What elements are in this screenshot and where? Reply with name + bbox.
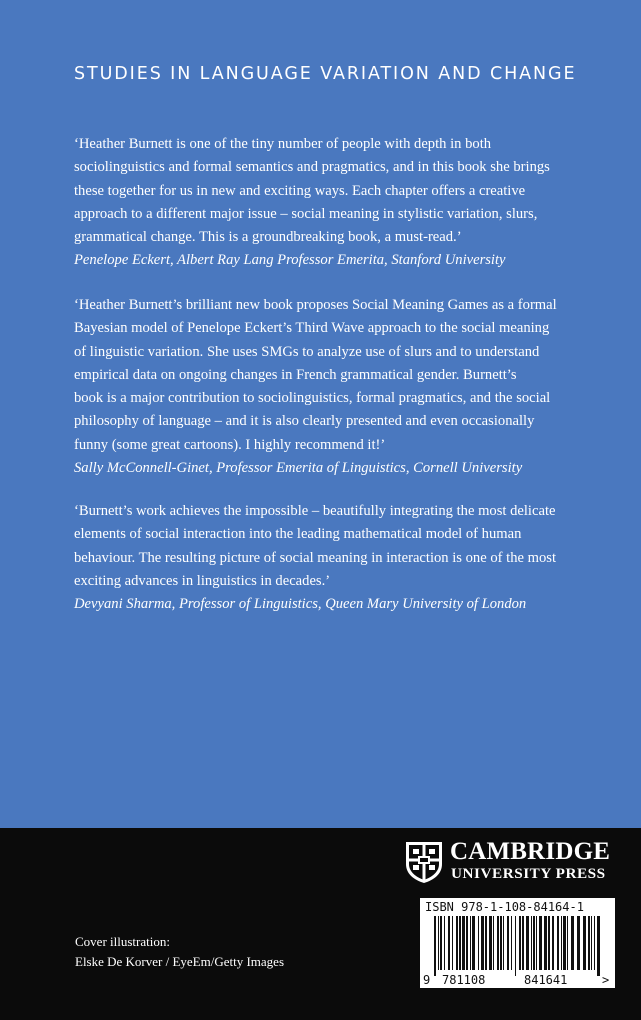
endorsement-attribution: Penelope Eckert, Albert Ray Lang Professor Emerita, Stanford University <box>74 252 506 269</box>
barcode-bar <box>444 916 445 970</box>
barcode-bar <box>456 916 458 970</box>
barcode-bar <box>434 916 436 976</box>
endorsement-attribution: Devyani Sharma, Professor of Linguistics, Queen Mary University of London <box>74 596 527 613</box>
barcode-digit-group-1: 781108 <box>442 973 486 987</box>
barcode-bar <box>485 916 487 970</box>
barcode-bar <box>552 916 554 970</box>
publisher-logo <box>404 840 616 884</box>
barcode-bar <box>459 916 461 970</box>
barcode-bar <box>557 916 559 970</box>
publisher-name: CAMBRIDGE <box>450 838 611 865</box>
barcode-bar <box>503 916 504 970</box>
barcode-bar <box>440 916 442 970</box>
barcode-bar <box>588 916 590 970</box>
endorsement-quote: ‘Heather Burnett is one of the tiny number of people with depth in both sociolinguistics and formal semantics and pragmatics, and in this book she brings these together for us in new and exciting ways. Each chapter offers a creative approach to a different major issue – social meaning in stylistic variation, slurs, grammatical change. This is a groundbreaking book, a must-read.’ <box>74 136 550 246</box>
cambridge-crest-icon <box>404 840 444 884</box>
barcode-bar <box>548 916 550 970</box>
barcode-bar <box>563 916 566 970</box>
barcode-bar <box>583 916 586 970</box>
barcode-bar <box>500 916 502 970</box>
series-title: STUDIES IN LANGUAGE VARIATION AND CHANGE <box>74 64 577 84</box>
barcode-bar <box>438 916 439 970</box>
barcode-bar <box>539 916 542 970</box>
barcode-bar <box>511 916 512 970</box>
barcode-bar <box>452 916 453 970</box>
barcode-bar <box>526 916 529 970</box>
barcode-bar <box>577 916 580 970</box>
barcode-bar <box>597 916 600 976</box>
barcode-quiet-zone-mark: > <box>602 973 610 987</box>
barcode-bar <box>536 916 537 970</box>
barcode-bar <box>594 916 595 970</box>
barcode-bar <box>522 916 524 970</box>
barcode-bar <box>472 916 475 970</box>
barcode-bar <box>571 916 574 970</box>
publisher-subname: UNIVERSITY PRESS <box>451 865 606 882</box>
barcode-bar <box>478 916 479 970</box>
barcode-bar <box>489 916 492 970</box>
barcode-digit-group-2: 841641 <box>524 973 568 987</box>
barcode-bar <box>591 916 592 970</box>
barcode-bar <box>466 916 468 970</box>
barcode-bar <box>493 916 494 970</box>
endorsement-sharma <box>74 500 594 616</box>
barcode-bar <box>515 916 516 976</box>
endorsement-mcconnell-ginet <box>74 294 594 480</box>
barcode-bar <box>462 916 465 970</box>
cover-credit <box>75 932 284 972</box>
isbn-label: ISBN 978-1-108-84164-1 <box>425 900 584 914</box>
barcode-bar <box>497 916 499 970</box>
barcode-bar <box>448 916 450 970</box>
barcode-bar <box>561 916 562 970</box>
barcode-bar <box>533 916 535 970</box>
credit-line-1: Cover illustration: <box>75 934 170 949</box>
barcode-digit-first: 9 <box>423 973 431 987</box>
barcode-bar <box>531 916 532 970</box>
barcode-bar <box>507 916 509 970</box>
endorsement-quote: ‘Heather Burnett’s brilliant new book proposes Social Meaning Games as a formal Bayesian model of Penelope Eckert’s Third Wave approach to the social meaning of linguistic variation. She uses SMGs to analyze use of slurs and to understand empirical data on ongoing changes in French grammatical gender. Burnett’s book is a major contribution to sociolinguistics, formal pragmatics, and the social philosophy of language – and it is also clearly presented and even occasionally funny (some great cartoons). I highly recommend it!’ <box>74 297 557 453</box>
credit-line-2: Elske De Korver / EyeEm/Getty Images <box>75 954 285 969</box>
barcode-bar <box>470 916 471 970</box>
isbn-barcode <box>420 898 615 988</box>
barcode-bars <box>434 916 600 976</box>
endorsement-attribution: Sally McConnell-Ginet, Professor Emerita of Linguistics, Cornell University <box>74 460 523 477</box>
endorsement-quote: ‘Burnett’s work achieves the impossible – beautifully integrating the most delicate elements of social interaction into the leading mathematical model of human behaviour. The resulting picture of social meaning in interaction is one of the most exciting advances in linguistics in decades.’ <box>74 503 557 589</box>
barcode-bar <box>567 916 568 970</box>
endorsement-eckert <box>74 133 594 273</box>
barcode-bar <box>544 916 547 970</box>
barcode-bar <box>481 916 484 970</box>
barcode-bar <box>519 916 521 970</box>
